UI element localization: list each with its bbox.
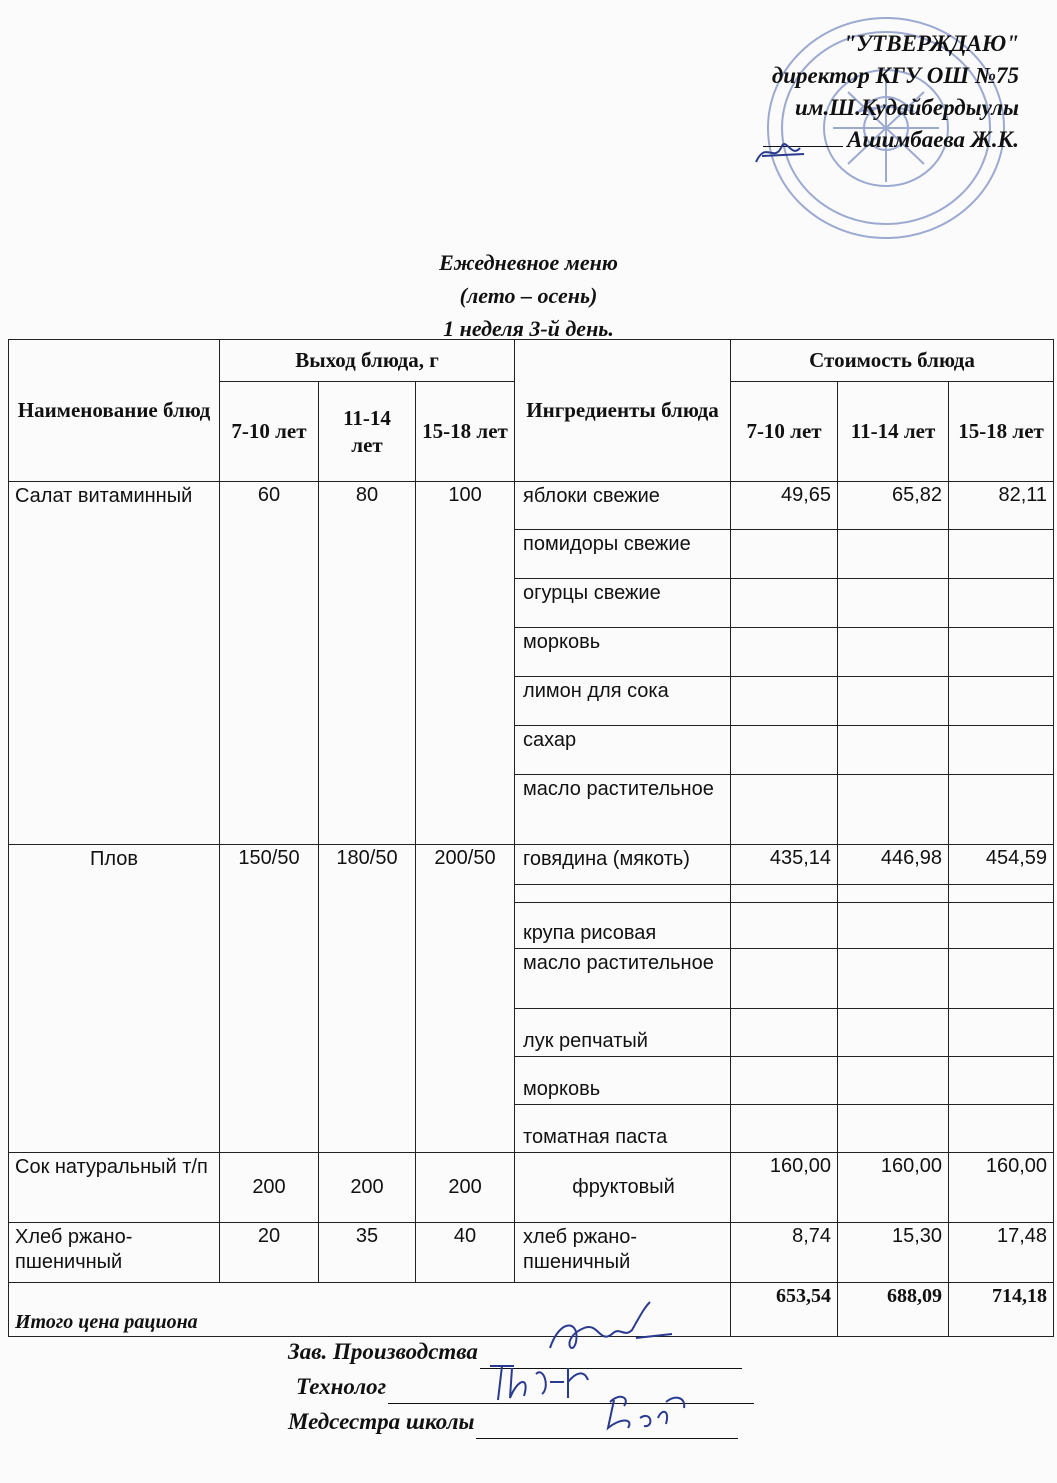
total-7-10: 653,54	[731, 1283, 838, 1337]
ingredient: огурцы свежие	[515, 579, 731, 628]
approval-school-name: им.Ш.Кудайбердыулы	[794, 95, 1019, 120]
yield-15-18: 200	[416, 1153, 515, 1223]
cost-7-10: 8,74	[731, 1223, 838, 1283]
approval-position: директор КГУ ОШ №75	[771, 63, 1019, 88]
ingredient: масло растительное	[515, 949, 731, 1009]
header-cost-age-7-10: 7-10 лет	[731, 382, 838, 482]
yield-7-10: 20	[220, 1223, 319, 1283]
yield-7-10: 150/50	[220, 845, 319, 1153]
ingredient: масло растительное	[515, 775, 731, 845]
dish-name: Салат витаминный	[9, 482, 220, 845]
yield-15-18: 200/50	[416, 845, 515, 1153]
cost-15-18: 82,11	[949, 482, 1054, 530]
cost-7-10: 160,00	[731, 1153, 838, 1223]
header-yield-age-15-18: 15-18 лет	[416, 382, 515, 482]
table-row	[9, 482, 1054, 530]
header-cost: Стоимость блюда	[731, 340, 1054, 382]
ingredient: фруктовый	[515, 1153, 731, 1223]
total-15-18: 714,18	[949, 1283, 1054, 1337]
header-cost-age-11-14: 11-14 лет	[838, 382, 949, 482]
cost-15-18: 17,48	[949, 1223, 1054, 1283]
technologist-signature	[484, 1358, 594, 1408]
ingredient: хлеб ржано-пшеничный	[515, 1223, 731, 1283]
cost-11-14: 160,00	[838, 1153, 949, 1223]
ingredient: томатная паста	[515, 1105, 731, 1153]
yield-11-14: 180/50	[319, 845, 416, 1153]
yield-11-14: 80	[319, 482, 416, 845]
menu-title	[0, 246, 1057, 345]
approval-signer-name: Ашимбаева Ж.К.	[847, 127, 1019, 152]
ingredient: помидоры свежие	[515, 530, 731, 579]
approval-heading: "УТВЕРЖДАЮ"	[843, 31, 1019, 56]
header-yield-age-11-14: 11-14 лет	[319, 382, 416, 482]
ingredient: сахар	[515, 726, 731, 775]
table-row	[9, 1223, 1054, 1283]
header-ingredients: Ингредиенты блюда	[515, 340, 731, 482]
yield-7-10: 200	[220, 1153, 319, 1223]
dish-name: Плов	[9, 845, 220, 1153]
table-row	[9, 845, 1054, 885]
ingredient: яблоки свежие	[515, 482, 731, 530]
yield-15-18: 40	[416, 1223, 515, 1283]
header-dish-name: Наименование блюд	[9, 340, 220, 482]
menu-title-line1: Ежедневное меню	[439, 250, 618, 275]
cost-15-18: 160,00	[949, 1153, 1054, 1223]
cost-11-14: 446,98	[838, 845, 949, 885]
header-yield-age-7-10: 7-10 лет	[220, 382, 319, 482]
nurse-signature	[600, 1388, 700, 1436]
total-11-14: 688,09	[838, 1283, 949, 1337]
yield-15-18: 100	[416, 482, 515, 845]
yield-7-10: 60	[220, 482, 319, 845]
dish-name: Сок натуральный т/п	[9, 1153, 220, 1223]
yield-11-14: 200	[319, 1153, 416, 1223]
header-yield: Выход блюда, г	[220, 340, 515, 382]
cost-11-14: 15,30	[838, 1223, 949, 1283]
menu-table	[8, 339, 1054, 1337]
signature-nurse-label: Медсестра школы	[288, 1409, 475, 1434]
cost-7-10: 435,14	[731, 845, 838, 885]
ingredient	[515, 885, 731, 903]
cost-15-18: 454,59	[949, 845, 1054, 885]
ingredient: лимон для сока	[515, 677, 731, 726]
ingredient: морковь	[515, 628, 731, 677]
ingredient: крупа рисовая	[515, 903, 731, 949]
cost-11-14: 65,82	[838, 482, 949, 530]
table-row	[9, 1153, 1054, 1223]
menu-title-line3: 1 неделя 3-й день.	[443, 316, 614, 341]
yield-11-14: 35	[319, 1223, 416, 1283]
director-signature	[752, 134, 812, 170]
total-row	[9, 1283, 1054, 1337]
ingredient: морковь	[515, 1057, 731, 1105]
dish-name: Хлеб ржано-пшеничный	[9, 1223, 220, 1283]
cost-7-10: 49,65	[731, 482, 838, 530]
total-label: Итого цена рациона	[9, 1283, 731, 1337]
ingredient: говядина (мякоть)	[515, 845, 731, 885]
signature-production-label: Зав. Производства	[288, 1339, 478, 1364]
menu-title-line2: (лето – осень)	[459, 283, 598, 308]
ingredient: лук репчатый	[515, 1009, 731, 1057]
header-cost-age-15-18: 15-18 лет	[949, 382, 1054, 482]
signature-technologist-label: Технолог	[296, 1374, 387, 1399]
